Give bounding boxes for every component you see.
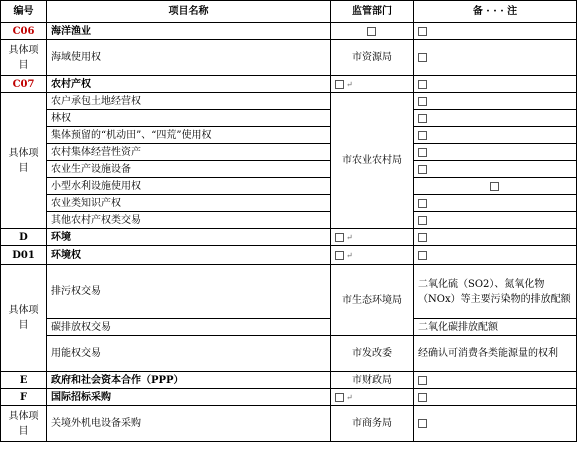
checkbox-icon [418,53,427,62]
row-name: 农户承包土地经营权 [47,93,331,110]
sub-label: 具体项目 [1,265,47,372]
table-row-e [1,372,577,389]
dept-cell: 市商务局 [331,406,414,442]
row-name: 小型水利设施使用权 [47,178,331,195]
sub-label: 具体项目 [1,406,47,442]
note-cell [414,76,577,93]
checkbox-icon [490,182,499,191]
checkbox-icon [335,80,344,89]
header-code: 编号 [1,1,47,23]
checkbox-icon [418,216,427,225]
table-row-d [1,229,577,246]
row-name: 海洋渔业 [47,23,331,40]
note-cell: 二氧化碳排放配额 [414,319,577,336]
row-name: 环境权 [47,246,331,265]
table-row-c07-item [1,178,577,195]
checkbox-icon [335,393,344,402]
note-cell [414,229,577,246]
table-row-c07-item [1,161,577,178]
row-name: 农村产权 [47,76,331,93]
table-row-c07-item [1,93,577,110]
dept-cell [331,246,414,265]
paragraph-mark-icon: ↵ [346,79,353,89]
checkbox-icon [418,199,427,208]
dept-cell [331,23,414,40]
row-name: 用能权交易 [47,336,331,372]
row-name: 碳排放权交易 [47,319,331,336]
checkbox-icon [418,233,427,242]
checkbox-icon [335,233,344,242]
header-name: 项目名称 [47,1,331,23]
row-name: 环境 [47,229,331,246]
checkbox-icon [367,27,376,36]
table-row-c07 [1,76,577,93]
sub-label: 具体项目 [1,40,47,76]
row-code: D01 [1,246,47,265]
dept-cell: 市资源局 [331,40,414,76]
checkbox-icon [418,393,427,402]
row-code: C06 [1,23,47,40]
dept-cell [331,229,414,246]
note-cell [414,93,577,110]
table-row-d01 [1,246,577,265]
note-cell: 经确认可消费各类能源量的权利 [414,336,577,372]
row-name: 关境外机电设备采购 [47,406,331,442]
note-cell [414,212,577,229]
note-cell [414,144,577,161]
table-row-c07-item [1,127,577,144]
checkbox-icon [418,376,427,385]
note-cell [414,195,577,212]
row-code: D [1,229,47,246]
row-name: 排污权交易 [47,265,331,319]
row-name: 集体预留的“机动田”、“四荒”使用权 [47,127,331,144]
paragraph-mark-icon: ↵ [346,392,353,402]
sub-label: 具体项目 [1,93,47,229]
note-cell [414,246,577,265]
paragraph-mark-icon: ↵ [346,232,353,242]
checkbox-icon [418,80,427,89]
table-row-c07-item [1,144,577,161]
table-row-c06 [1,23,577,40]
note-cell [414,127,577,144]
table-row-f-sub [1,406,577,442]
checkbox-icon [418,165,427,174]
header-dept: 监管部门 [331,1,414,23]
row-name: 其他农村产权类交易 [47,212,331,229]
dept-cell [331,389,414,406]
dept-cell: 市发改委 [331,336,414,372]
checkbox-icon [418,97,427,106]
dept-cell: 市财政局 [331,372,414,389]
note-cell [414,161,577,178]
checkbox-icon [335,251,344,260]
table-header-row [1,1,577,23]
note-cell [414,389,577,406]
note-cell [414,110,577,127]
row-name: 海域使用权 [47,40,331,76]
note-cell [414,372,577,389]
row-name: 政府和社会资本合作（PPP） [47,372,331,389]
note-cell [414,406,577,442]
table-row-d01-item [1,319,577,336]
note-cell [414,178,577,195]
note-cell: 二氧化硫（SO2）、氮氧化物（NOx）等主要污染物的排放配额 [414,265,577,319]
row-code: C07 [1,76,47,93]
checkbox-icon [418,251,427,260]
header-note: 备 · · · 注 [414,1,577,23]
checkbox-icon [418,27,427,36]
checkbox-icon [418,419,427,428]
checkbox-icon [418,131,427,140]
table-row-c07-item [1,110,577,127]
table-row-f [1,389,577,406]
checkbox-icon [418,114,427,123]
row-name: 农村集体经营性资产 [47,144,331,161]
table-row-d01-item [1,265,577,319]
note-cell [414,40,577,76]
table-row-c07-item [1,212,577,229]
dept-cell [331,76,414,93]
note-cell [414,23,577,40]
checkbox-icon [418,148,427,157]
table-row-d01-item [1,336,577,372]
table-row-c06-sub [1,40,577,76]
dept-cell: 市生态环境局 [331,265,414,336]
dept-cell: 市农业农村局 [331,93,414,229]
paragraph-mark-icon: ↵ [346,250,353,260]
row-name: 林权 [47,110,331,127]
row-code: E [1,372,47,389]
row-name: 国际招标采购 [47,389,331,406]
row-name: 农业类知识产权 [47,195,331,212]
table-row-c07-item [1,195,577,212]
row-code: F [1,389,47,406]
row-name: 农业生产设施设备 [47,161,331,178]
